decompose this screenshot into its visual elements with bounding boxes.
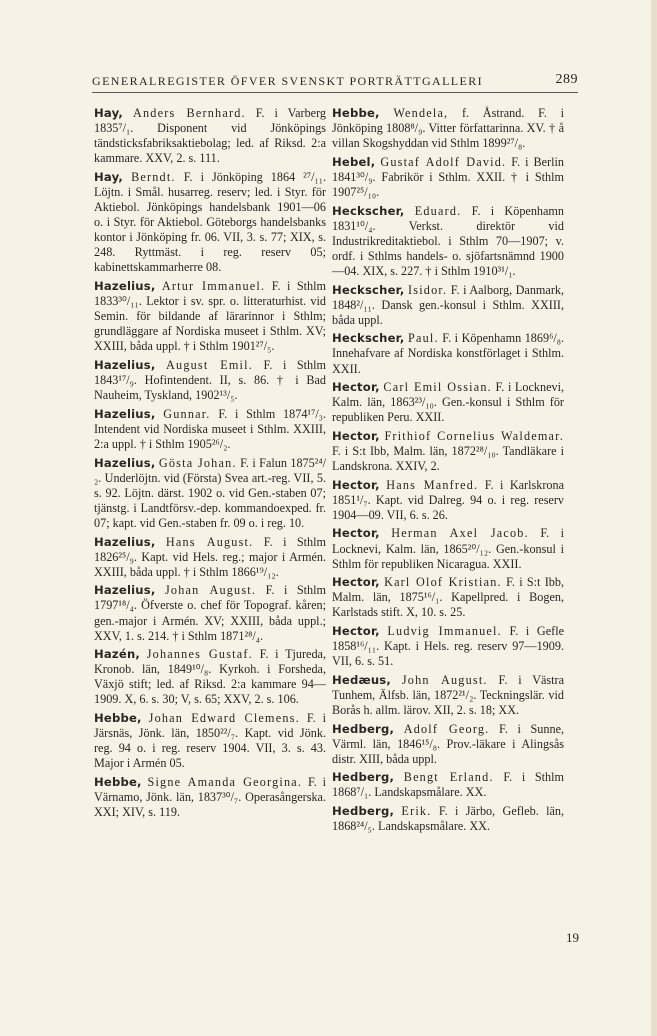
- right-column: [332, 106, 564, 838]
- entry-given-names: Gunnar.: [163, 406, 211, 421]
- header-title: GENERALREGISTER ÖFVER SVENSKT PORTRÄTTGALLERI: [92, 74, 484, 88]
- entry-given-names: Johan August.: [164, 583, 257, 598]
- entry-surname: Hazelius,: [94, 534, 156, 549]
- register-entry: [94, 358, 326, 403]
- entry-surname: Hazelius,: [94, 455, 156, 470]
- entry-surname: Hebel,: [332, 154, 376, 169]
- register-entry: [332, 575, 564, 620]
- entry-given-names: Eduard.: [414, 203, 462, 218]
- entry-surname: Hedberg,: [332, 804, 395, 819]
- entry-surname: Hector,: [332, 526, 380, 541]
- entry-text: F. i Berlin 1841³⁰/₉. Fabrikör i Sthlm. XXII. † i Sthlm 1907²⁵/₁₀.: [332, 154, 564, 199]
- register-entry: [94, 711, 326, 771]
- entry-text: F. i Sthlm 1868⁷/₁. Landskapsmålare. XX.: [332, 770, 565, 800]
- header-rule: [92, 92, 578, 93]
- entry-surname: Hebbe,: [332, 106, 380, 120]
- entry-text: F. i Locknevi, Kalm. län, 1865²⁰/₁₂. Gen.-konsul i Sthlm för republiken Nicaragua. XXII.: [332, 526, 565, 571]
- register-entry: [332, 478, 564, 523]
- entry-surname: Hay,: [94, 169, 124, 184]
- entry-given-names: Gösta Johan.: [158, 455, 237, 470]
- entry-given-names: Johannes Gustaf.: [146, 647, 253, 662]
- register-entry: [332, 673, 564, 718]
- entry-text: F. i Locknevi, Kalm. län, 1863²³/₁₀. Gen.-konsul i Sthlm för republiken Peru. XXII.: [332, 380, 565, 425]
- entry-text: F. i Karlskrona 1851¹/₇. Kapt. vid Dalreg. 94 o. i reg. reserv 1904—09. VII, 6. s. 26.: [332, 477, 564, 522]
- entry-text: F. i Jönköping 1864 ²⁷/₁₁. Löjtn. i Smål. husarreg. reserv; led. i Styr. för Aktiebol. Jönköpings handelsbank 1901—06 o. i Styr. för Aktiebol. Göteborgs handelsbanks kontor i Jönköping fr. 06. VII, 3. s. 77; XIX, s. 248. Ryttmäst. i reg. reserv 05; kabinettskammarherre 08.: [94, 169, 327, 275]
- register-entry: [332, 331, 564, 376]
- entry-text: F. i Gefle 1858¹⁶/₁₁. Kapt. i Hels. reg. reserv 97—1909. VII, 6. s. 51.: [332, 624, 564, 669]
- page-number: 289: [555, 72, 578, 87]
- entry-surname: Hazelius,: [94, 279, 156, 294]
- entry-text: F. i Varberg 1835⁷/₁. Disponent vid Jönköpings tändsticksfabriksaktiebolag; led. af Riksd. 2:a kammare. XXV, 2. s. 111.: [94, 106, 327, 166]
- entry-given-names: Paul.: [408, 331, 439, 346]
- register-entry: [94, 775, 326, 820]
- register-entry: [94, 535, 326, 580]
- register-entry: [332, 770, 564, 800]
- entry-text: F. i Köpenhamn 1869⁶/₈. Innehafvare af Nordiska konstförlaget i Sthlm. XXII.: [332, 331, 565, 376]
- entry-given-names: Ludvig Immanuel.: [387, 624, 502, 638]
- entry-given-names: Signe Amanda Georgina.: [147, 774, 303, 789]
- entry-surname: Hedæus,: [332, 672, 391, 687]
- entry-surname: Hay,: [94, 106, 124, 120]
- entry-given-names: August Emil.: [166, 358, 253, 372]
- entry-given-names: Hans Manfred.: [386, 477, 479, 492]
- entry-surname: Hedberg,: [332, 721, 395, 736]
- register-entry: [332, 804, 564, 834]
- entry-text: F. i Järbo, Gefleb. län, 1868²⁴/₅. Landskapsmålare. XX.: [332, 804, 565, 834]
- entry-text: F. i Sunne, Värml. län, 1846¹⁵/₈. Prov.-läkare i Alingsås distr. XIII, båda uppl.: [332, 721, 565, 766]
- entry-surname: Hazelius,: [94, 406, 156, 421]
- entry-text: F. i S:t Ibb, Malm. län, 1872²⁸/₁₀. Tandläkare i Landskrona. XXIV, 2.: [332, 443, 564, 474]
- register-entry: [332, 722, 564, 767]
- entry-surname: Hedberg,: [332, 770, 395, 785]
- entry-given-names: Anders Bernhard.: [133, 106, 246, 120]
- register-entry: [332, 380, 564, 425]
- entry-given-names: John August.: [401, 672, 488, 687]
- entry-text: F. i Falun 1875²⁴/₂. Underlöjtn. vid (Första) Svea art.-reg. VII, 5. s. 92. Löjtn. därst. 1902 o. vid Gen.-staben 07; tjänstg. i Landtförsv.-dep. kommandoexped. fr. 07; kapt. vid Gen.-staben fr. 09 o. i reg. 10.: [94, 455, 327, 530]
- entry-text: F. i Sthlm 1874¹⁷/₃. Intendent vid Nordiska museet i Sthlm. XXIII, 2:a uppl. † i Sthlm 1905²⁶/₂.: [94, 406, 326, 451]
- entry-given-names: Frithiof Cornelius Waldemar.: [384, 428, 564, 443]
- signature-mark: 19: [566, 930, 579, 945]
- register-entry: [332, 526, 564, 571]
- entry-text: F. i Värnamo, Jönk. län, 1837³⁰/₇. Operasångerska. XXI; XIV, s. 119.: [94, 774, 327, 820]
- entry-given-names: Carl Emil Ossian.: [383, 380, 492, 395]
- register-entry: [332, 106, 564, 151]
- entry-given-names: Hans August.: [165, 534, 254, 549]
- entry-text: f. Åstrand. F. i Jönköping 1808⁸/₉. Vitter författarinna. XV. † å villan Skogshyddan vid Sthlm 1899²⁷/₈.: [332, 106, 565, 151]
- entry-given-names: Isidor.: [408, 282, 448, 297]
- entry-given-names: Bengt Erland.: [403, 770, 494, 785]
- entry-given-names: Wendela,: [393, 106, 449, 120]
- entry-surname: Hector,: [332, 624, 380, 638]
- register-entry: [332, 155, 564, 200]
- register-entry: [94, 170, 326, 276]
- entry-given-names: Berndt.: [131, 169, 176, 184]
- running-header: [92, 74, 578, 89]
- entry-text: F. i S:t Ibb, Malm. län, 1875¹⁶/₁. Kapellpred. i Bogen, Karlstads stift. X, 10. s. 25.: [332, 575, 565, 620]
- register-entry: [94, 279, 326, 354]
- register-entry: [332, 283, 564, 328]
- entry-given-names: Erik.: [401, 804, 432, 819]
- register-entry: [94, 407, 326, 452]
- entry-text: F. i Sthlm 1843¹⁷/₉. Hofintendent. II, s. 86. † i Bad Nauheim, Tyskland, 1902¹³/₅.: [94, 358, 327, 403]
- page-edge: [651, 0, 657, 1036]
- left-column: [94, 106, 326, 824]
- register-entry: [332, 429, 564, 474]
- entry-text: F. i Västra Tunhem, Älfsb. län, 1872²¹/₂. Teckningslär. vid Borås h. allm. lärov. XII, 2. s. 18; XX.: [332, 672, 565, 717]
- entry-text: F. i Järsnäs, Jönk. län, 1850²²/₇. Kapt. vid Jönk. reg. 94 o. i reg. reserv 1904. VII, 3. s. 43. Major i Armén 05.: [94, 711, 327, 771]
- register-entry: [332, 624, 564, 669]
- entry-surname: Hebbe,: [94, 711, 142, 726]
- entry-given-names: Gustaf Adolf David.: [380, 154, 507, 169]
- entry-surname: Hebbe,: [94, 774, 142, 789]
- entry-given-names: Herman Axel Jacob.: [391, 526, 529, 541]
- entry-surname: Heckscher,: [332, 331, 405, 346]
- entry-text: F. i Sthlm 1797¹⁸/₄. Öfverste o. chef för Topograf. kåren; gen.-major i Armén. XV; XXIII, båda uppl.; XXV, 1. s. 214. † i Sthlm 1871²⁸/₄.: [94, 583, 327, 643]
- entry-given-names: Adolf Georg.: [403, 721, 490, 736]
- register-entry: [332, 204, 564, 279]
- entry-given-names: Artur Immanuel.: [161, 279, 266, 294]
- register-entry: [94, 647, 326, 707]
- entry-surname: Hazelius,: [94, 583, 156, 598]
- entry-surname: Hector,: [332, 575, 380, 590]
- entry-surname: Hector,: [332, 477, 380, 492]
- register-entry: [94, 456, 326, 531]
- entry-surname: Hector,: [332, 380, 380, 395]
- entry-surname: Heckscher,: [332, 203, 405, 218]
- entry-text: F. i Sthlm 1833³⁰/₁₁. Lektor i sv. spr. o. litteraturhist. vid Semin. för bildande af lärarinnor i Sthlm; grundläggare af Nordiska museet i Sthlm. XV; XXIII, båda uppl. † i Sthlm 1901²⁷/₅.: [94, 279, 327, 354]
- entry-surname: Hazén,: [94, 647, 140, 662]
- entry-surname: Hazelius,: [94, 358, 156, 372]
- entry-text: F. i Aalborg, Danmark, 1848²/₁₁. Dansk gen.-konsul i Sthlm. XXIII, båda uppl.: [332, 282, 565, 327]
- entry-text: F. i Tjureda, Kronob. län, 1849¹⁰/₈. Kyrkoh. i Forsheda, Växjö stift; led. af Riksd. 2:a kammare 94—1909. X, 6. s. 30; V, s. 65; XXV, 2. s. 106.: [94, 647, 327, 707]
- entry-text: F. i Köpenhamn 1831¹⁰/₄. Verkst. direktör vid Industrikreditaktiebol. i Sthlm 70—1907; v. ordf. i Sthlms handels- o. sjöfartsnämnd 1900—04. XIX, s. 227. † i Sthlm 1910³¹/₁.: [332, 203, 564, 278]
- register-entry: [94, 106, 326, 166]
- entry-given-names: Johan Edward Clemens.: [148, 711, 300, 726]
- entry-given-names: Karl Olof Kristian.: [384, 575, 502, 590]
- register-entry: [94, 583, 326, 643]
- entry-text: F. i Sthlm 1826²⁵/₉. Kapt. vid Hels. reg.; major i Armén. XXIII, båda uppl. † i Sthlm 1866¹⁹/₁₂.: [94, 534, 327, 579]
- entry-surname: Heckscher,: [332, 282, 405, 297]
- entry-surname: Hector,: [332, 428, 380, 443]
